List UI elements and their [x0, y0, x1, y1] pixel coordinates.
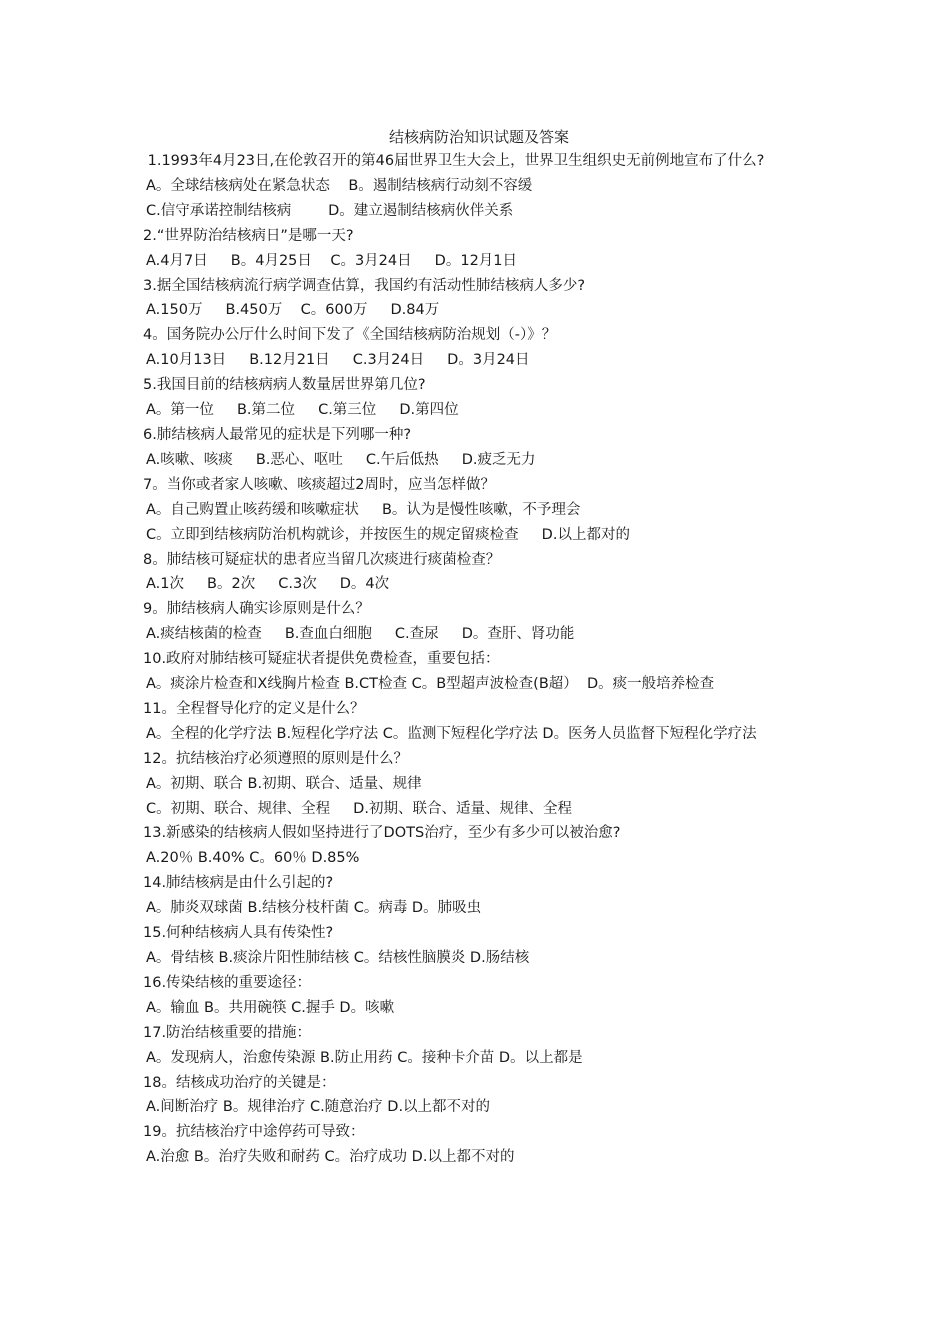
answer-options: A。自己购置止咳药缓和咳嗽症状 B。认为是慢性咳嗽，不予理会	[146, 501, 581, 518]
answer-options: A。骨结核 B.痰涂片阳性肺结核 C。结核性脑膜炎 D.肠结核	[146, 950, 530, 966]
question-text: 13.新感染的结核病人假如坚持进行了DOTS治疗，至少有多少可以被治愈?	[143, 825, 621, 842]
question-text: 15.何种结核病人具有传染性?	[143, 925, 334, 942]
answer-options: A。全程的化学疗法 B.短程化学疗法 C。监测下短程化学疗法 D。医务人员监督下短程化学疗法	[146, 725, 757, 742]
answer-options: A.10月13日 B.12月21日 C.3月24日 D。3月24日	[146, 352, 530, 369]
question-text: 18。结核成功治疗的关键是：	[143, 1074, 336, 1091]
answer-options: A。发现病人，治愈传染源 B.防止用药 C。接种卡介苗 D。以上都是	[146, 1049, 583, 1066]
answer-options: C。初期、联合、规律、全程 D.初期、联合、适量、规律、全程	[146, 800, 572, 817]
answer-options: A.痰结核菌的检查 B.查血白细胞 C.查尿 D。查肝、肾功能	[146, 626, 575, 643]
answer-options: C。立即到结核病防治机构就诊，并按医生的规定留痰检查 D.以上都对的	[146, 526, 630, 543]
question-list	[143, 149, 815, 1170]
answer-options: A.间断治疗 B。规律治疗 C.随意治疗 D.以上都不对的	[146, 1099, 491, 1116]
question-text: 4。国务院办公厅什么时间下发了《全国结核病防治规划（-）》？	[143, 327, 557, 344]
question-text: 16.传染结核的重要途径：	[143, 974, 312, 991]
question-text: 3.据全国结核病流行病学调查估算，我国约有活动性肺结核病人多少?	[143, 277, 586, 294]
answer-options: A.20％ B.40% C。60％ D.85%	[146, 850, 360, 867]
question-text: 10.政府对肺结核可疑症状者提供免费检查，重要包括：	[143, 651, 500, 668]
question-text: 19。抗结核治疗中途停药可导致：	[143, 1124, 365, 1141]
answer-options: A.治愈 B。治疗失败和耐药 C。治疗成功 D.以上都不对的	[146, 1149, 515, 1166]
question-text: 9。肺结核病人确实诊原则是什么？	[143, 601, 370, 618]
question-text: 7。当你或者家人咳嗽、咳痰超过2周时，应当怎样做？	[143, 476, 495, 493]
document-title: 结核病防治知识试题及答案	[388, 128, 569, 146]
question-text: 1.1993年4月23日,在伦敦召开的第46届世界卫生大会上，世界卫生组织史无前例地宣布了什么?	[143, 153, 765, 169]
document-page	[143, 125, 815, 1170]
question-text: 17.防治结核重要的措施：	[143, 1024, 312, 1041]
question-text: 6.肺结核病人最常见的症状是下列哪一种?	[143, 426, 412, 443]
question-text: 12。抗结核治疗必须遵照的原则是什么？	[143, 750, 408, 767]
answer-options: A。初期、联合 B.初期、联合、适量、规律	[146, 775, 422, 792]
answer-options: C.信守承诺控制结核病 D。建立遏制结核病伙伴关系	[146, 202, 514, 219]
answer-options: A。肺炎双球菌 B.结核分枝杆菌 C。病毒 D。肺吸虫	[146, 900, 482, 917]
answer-options: A。第一位 B.第二位 C.第三位 D.第四位	[146, 402, 459, 419]
answer-options: A.4月7日 B。4月25日 C。3月24日 D。12月1日	[146, 252, 518, 269]
answer-options: A。全球结核病处在紧急状态 B。遏制结核病行动刻不容缓	[146, 177, 533, 194]
answer-options: A.咳嗽、咳痰 B.恶心、呕吐 C.午后低热 D.疲乏无力	[146, 451, 536, 468]
question-text: 11。全程督导化疗的定义是什么？	[143, 700, 365, 717]
answer-options: A。痰涂片检查和X线胸片检查 B.CT检查 C。B型超声波检查(B超） D。痰一般培养检查	[146, 676, 715, 693]
answer-options: A.150万 B.450万 C。600万 D.84万	[146, 302, 440, 319]
question-text: 14.肺结核病是由什么引起的?	[143, 875, 334, 892]
question-text: 2.“世界防治结核病日”是哪一天?	[143, 227, 354, 244]
answer-options: A。输血 B。共用碗筷 C.握手 D。咳嗽	[146, 999, 395, 1016]
question-text: 5.我国目前的结核病病人数量居世界第几位?	[143, 377, 426, 394]
question-text: 8。肺结核可疑症状的患者应当留几次痰进行痰菌检查？	[143, 551, 501, 568]
answer-options: A.1次 B。2次 C.3次 D。4次	[146, 576, 390, 593]
